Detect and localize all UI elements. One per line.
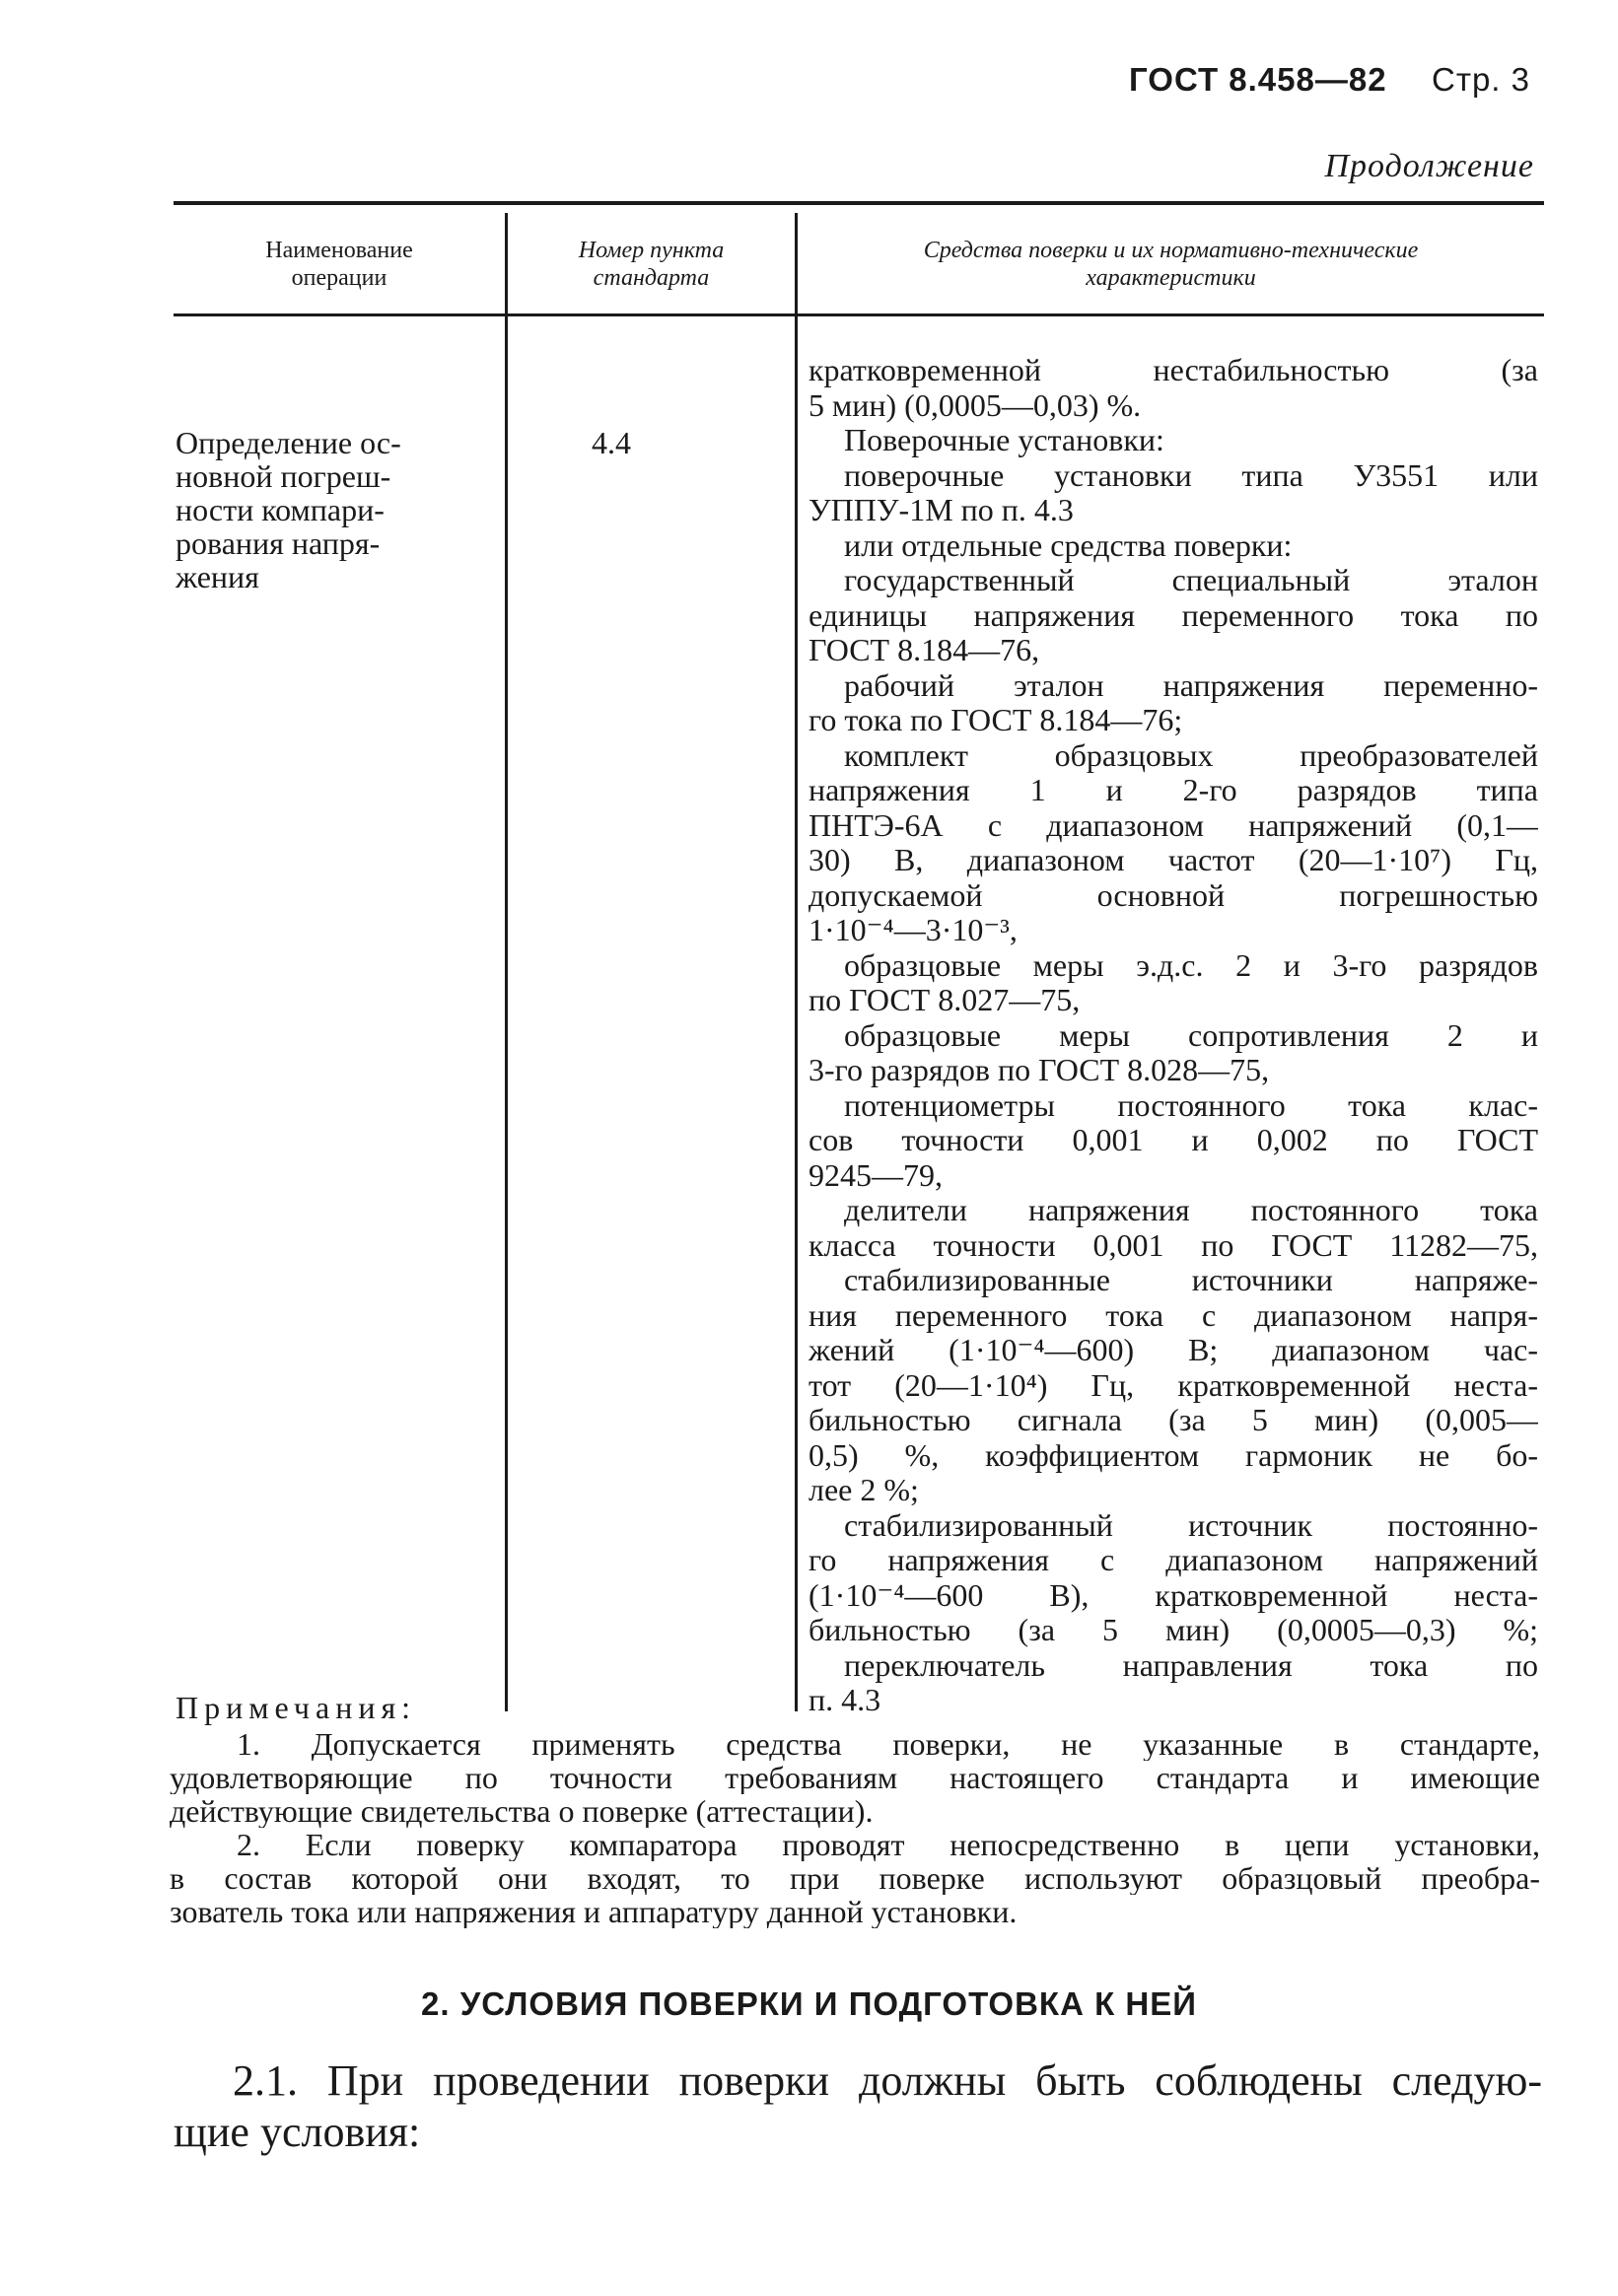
text-line: рабочий эталон напряжения переменно- <box>844 667 1538 703</box>
text-line: бильностью сигнала (за 5 мин) (0,005— <box>809 1403 1538 1437</box>
text-line: ПНТЭ-6А с диапазоном напряжений (0,1— <box>809 807 1538 843</box>
text-line: делители напряжения постоянного тока <box>844 1193 1538 1227</box>
continued-label: Продолжение <box>1324 148 1534 184</box>
text-line: тот (20—1·10⁴) Гц, кратковременной неста- <box>809 1367 1538 1403</box>
standard-number: ГОСТ 8.458—82 <box>1129 61 1387 98</box>
note-line: в состав которой они входят, то при поверке используют образцовый преобра- <box>170 1861 1540 1895</box>
text-line: образцовые меры э.д.с. 2 и 3-го разрядов <box>844 947 1538 983</box>
header-clause-number: Номер пункта стандарта <box>578 238 725 291</box>
note-line: действующие свидетельства о поверке (аттестации). <box>170 1794 874 1828</box>
clause-number-cell: 4.4 <box>592 425 631 460</box>
note-line: зователь тока или напряжения и аппаратуру данной установки. <box>170 1895 1018 1928</box>
note-line: 2. Если поверку компаратора проводят непосредственно в цепи установки, <box>237 1828 1540 1861</box>
text-line: напряжения 1 и 2-го разрядов типа <box>809 773 1538 807</box>
verification-means-cell <box>809 353 1538 1718</box>
notes-block <box>170 1727 1540 1928</box>
text-line: поверочные установки типа У3551 или <box>844 457 1538 493</box>
page-number: Стр. 3 <box>1432 61 1530 98</box>
text-line: ГОСТ 8.184—76, <box>809 633 1040 667</box>
paragraph-line: 2.1. При проведении поверки должны быть соблюдены следую- <box>233 2056 1542 2105</box>
operation-name-cell: Определение ос- новной погреш- ности компари- рования напря- жения <box>176 425 401 594</box>
text-line: 30) В, диапазоном частот (20—1·10⁷) Гц, <box>809 843 1538 877</box>
header-operation-name: Наименование операции <box>265 238 413 291</box>
text-line: кратковременной нестабильностью (за <box>809 353 1538 387</box>
notes-title: Примечания: <box>176 1690 417 1725</box>
text-line: (1·10⁻⁴—600 В), кратковременной неста- <box>809 1577 1538 1613</box>
section-paragraph <box>174 2055 1542 2158</box>
table-column-divider <box>505 213 508 1711</box>
text-line: ния переменного тока с диапазоном напря- <box>809 1297 1538 1333</box>
text-line: Поверочные установки: <box>844 423 1164 457</box>
table-top-rule <box>174 201 1544 205</box>
text-line: класса точности 0,001 по ГОСТ 11282—75, <box>809 1227 1538 1263</box>
text-line: бильностью (за 5 мин) (0,0005—0,3) %; <box>809 1613 1538 1647</box>
text-line: или отдельные средства поверки: <box>844 527 1293 563</box>
table-column-divider <box>795 213 798 1711</box>
note-line: 1. Допускается применять средства поверки, не указанные в стандарте, <box>237 1727 1540 1761</box>
paragraph-line: щие условия: <box>174 2108 421 2156</box>
text-line: го тока по ГОСТ 8.184—76; <box>809 703 1183 737</box>
text-line: сов точности 0,001 и 0,002 по ГОСТ <box>809 1123 1538 1157</box>
text-line: 5 мин) (0,0005—0,03) %. <box>809 387 1142 423</box>
header-verification-means: Средства поверки и их нормативно-технические характеристики <box>923 238 1419 291</box>
text-line: по ГОСТ 8.027—75, <box>809 983 1081 1017</box>
text-line: го напряжения с диапазоном напряжений <box>809 1543 1538 1577</box>
text-line: 9245—79, <box>809 1157 943 1193</box>
text-line: стабилизированный источник постоянно- <box>844 1507 1538 1543</box>
text-line: 0,5) %, коэффициентом гармоник не бо- <box>809 1437 1538 1473</box>
text-line: лее 2 %; <box>809 1473 919 1507</box>
text-line: образцовые меры сопротивления 2 и <box>844 1017 1538 1053</box>
section-heading: 2. УСЛОВИЯ ПОВЕРКИ И ПОДГОТОВКА К НЕЙ <box>421 1985 1197 2022</box>
text-line: потенциометры постоянного тока клас- <box>844 1087 1538 1123</box>
text-line: п. 4.3 <box>809 1683 881 1717</box>
text-line: переключатель направления тока по <box>844 1647 1538 1683</box>
note-line: удовлетворяющие по точности требованиям настоящего стандарта и имеющие <box>170 1761 1540 1794</box>
text-line: 3-го разрядов по ГОСТ 8.028—75, <box>809 1053 1270 1087</box>
text-line: УППУ-1М по п. 4.3 <box>809 493 1074 527</box>
text-line: стабилизированные источники напряже- <box>844 1263 1538 1297</box>
text-line: государственный специальный эталон <box>844 563 1538 597</box>
text-line: жений (1·10⁻⁴—600) В; диапазоном час- <box>809 1333 1538 1367</box>
text-line: комплект образцовых преобразователей <box>844 737 1538 773</box>
text-line: допускаемой основной погрешностью <box>809 877 1538 913</box>
text-line: единицы напряжения переменного тока по <box>809 597 1538 633</box>
table-header-rule <box>174 313 1544 316</box>
text-line: 1·10⁻⁴—3·10⁻³, <box>809 913 1018 947</box>
